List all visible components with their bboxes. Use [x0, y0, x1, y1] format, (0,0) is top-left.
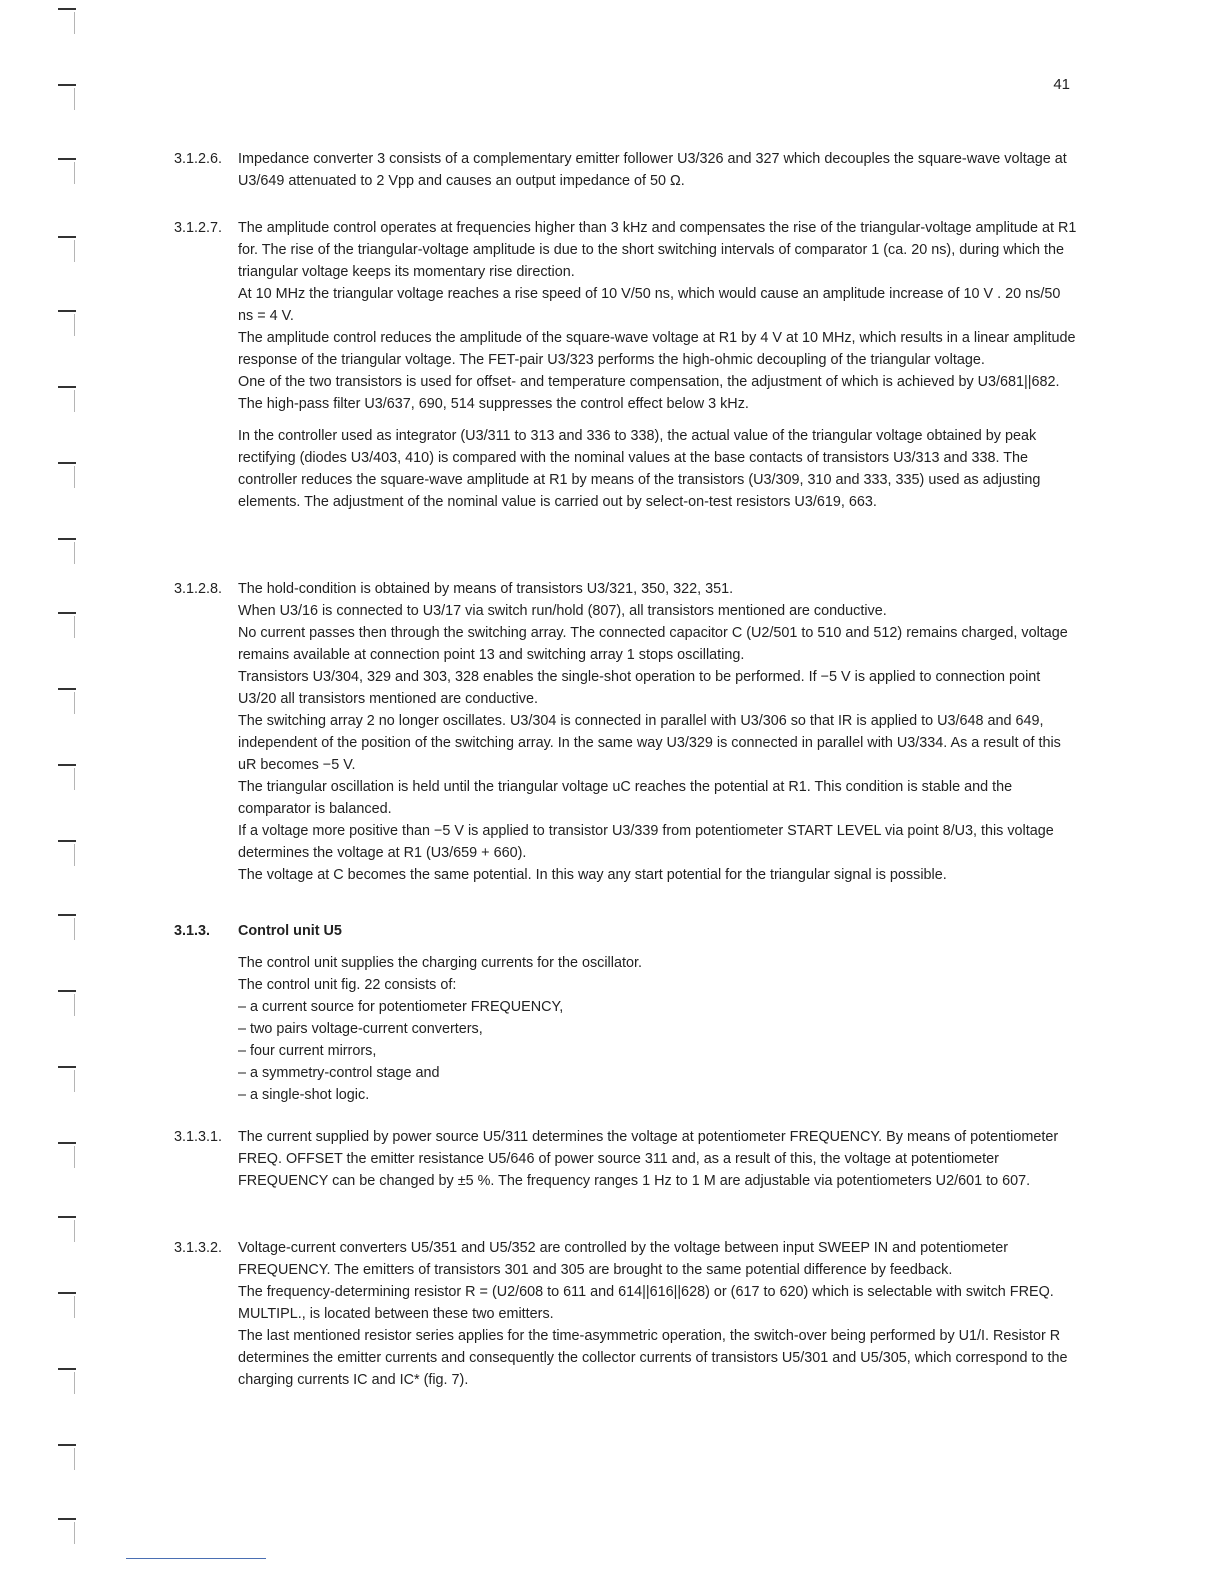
- list-item: – four current mirrors,: [238, 1043, 377, 1059]
- footnote-rule: [126, 1558, 266, 1559]
- section-3-1-3-1: [174, 1126, 1079, 1192]
- paragraph: Transistors U3/304, 329 and 303, 328 enables the single-shot operation to be performed. If −5 V is applied to connection point U3/20 all transistors mentioned are conductive.: [238, 669, 1041, 707]
- section-number: 3.1.2.6.: [174, 151, 223, 167]
- paragraph: The voltage at C becomes the same potential. In this way any start potential for the triangular signal is possible.: [238, 867, 947, 883]
- paragraph: The amplitude control operates at frequencies higher than 3 kHz and compensates the rise of the triangular-voltage amplitude at R1 for. The rise of the triangular-voltage amplitude is due to the short switching intervals of comparator 1 (ca. 20 ns), during which the triangular voltage keeps its momentary rise direction.: [238, 220, 1077, 280]
- section-3-1-3-2: [174, 1237, 1079, 1391]
- paragraph: The frequency-determining resistor R = (U2/608 to 611 and 614||616||628) or (617 to 620) which is selectable with switch FREQ. MULTIPL., is located between these two emitters.: [238, 1284, 1054, 1322]
- section-body: [238, 148, 1079, 192]
- paragraph: The hold-condition is obtained by means of transistors U3/321, 350, 322, 351.: [238, 581, 734, 597]
- paragraph: The current supplied by power source U5/311 determines the voltage at potentiometer FREQUENCY. By means of potentiometer FREQ. OFFSET the emitter resistance U5/646 of power source 311 and, as a result of this, the voltage at potentiometer FREQUENCY can be changed by ±5 %. The frequency ranges 1 Hz to 1 M are adjustable via potentiometers U2/601 to 607.: [238, 1129, 1059, 1189]
- paragraph: The triangular oscillation is held until the triangular voltage uC reaches the potential at R1. This condition is stable and the comparator is balanced.: [238, 779, 1013, 817]
- section-3-1-2-8: [174, 578, 1079, 886]
- paragraph: At 10 MHz the triangular voltage reaches a rise speed of 10 V/50 ns, which would cause an amplitude increase of 10 V . 20 ns/50 ns = 4 V.: [238, 286, 1061, 324]
- paragraph: Impedance converter 3 consists of a complementary emitter follower U3/326 and 327 which decouples the square-wave voltage at U3/649 attenuated to 2 Vpp and causes an output impedance of 50 Ω.: [238, 151, 1067, 189]
- section-number: 3.1.3.1.: [174, 1129, 223, 1145]
- paragraph: In the controller used as integrator (U3/311 to 313 and 336 to 338), the actual value of the triangular voltage obtained by peak rectifying (diodes U3/403, 410) is compared with the nominal values at the base contacts of transistors U3/313 and 338. The controller reduces the square-wave amplitude at R1 by means of the transistors (U3/309, 310 and 333, 335) used as adjusting elements. The adjustment of the nominal value is carried out by select-on-test resistors U3/619, 663.: [238, 428, 1041, 510]
- section-body: [238, 1237, 1079, 1391]
- section-3-1-3: [174, 920, 1079, 1106]
- paragraph: The last mentioned resistor series applies for the time-asymmetric operation, the switch-over being performed by U1/I. Resistor R determines the emitter currents and consequently the collector currents of transistors U5/301 and U5/305, which correspond to the charging currents IC and IC* (fig. 7).: [238, 1328, 1068, 1388]
- section-number: 3.1.3.: [174, 923, 211, 939]
- section-body: [238, 578, 1079, 886]
- paragraph: Voltage-current converters U5/351 and U5/352 are controlled by the voltage between input SWEEP IN and potentiometer FREQUENCY. The emitters of transistors 301 and 305 are brought to the same potential difference by feedback.: [238, 1240, 1009, 1278]
- paragraph: The switching array 2 no longer oscillates. U3/304 is connected in parallel with U3/306 so that IR is applied to U3/648 and 649, independent of the position of the switching array. In the same way U3/329 is connected in parallel with U3/334. As a result of this uR becomes −5 V.: [238, 713, 1061, 773]
- section-number: 3.1.2.7.: [174, 220, 223, 236]
- page-number: 41: [1053, 76, 1070, 93]
- paragraph: If a voltage more positive than −5 V is applied to transistor U3/339 from potentiometer START LEVEL via point 8/U3, this voltage determines the voltage at R1 (U3/659 + 660).: [238, 823, 1054, 861]
- section-body: [238, 217, 1079, 513]
- binding-marks: [30, 0, 90, 1584]
- section-body: [238, 920, 1079, 1106]
- paragraph: One of the two transistors is used for offset- and temperature compensation, the adjustment of which is achieved by U3/681||682. The high-pass filter U3/637, 690, 514 suppresses the control effect below 3 kHz.: [238, 374, 1060, 412]
- paragraph: No current passes then through the switching array. The connected capacitor C (U2/501 to 510 and 512) remains charged, voltage remains available at connection point 13 and switching array 1 stops oscillating.: [238, 625, 1068, 663]
- paragraph: The control unit supplies the charging currents for the oscillator.: [238, 955, 642, 971]
- list-item: – a current source for potentiometer FREQUENCY,: [238, 999, 564, 1015]
- list-item: – two pairs voltage-current converters,: [238, 1021, 483, 1037]
- section-number: 3.1.3.2.: [174, 1240, 223, 1256]
- paragraph: When U3/16 is connected to U3/17 via switch run/hold (807), all transistors mentioned are conductive.: [238, 603, 887, 619]
- section-heading: Control unit U5: [238, 923, 342, 939]
- list-item: – a symmetry-control stage and: [238, 1065, 440, 1081]
- section-3-1-2-6: [174, 148, 1079, 192]
- section-body: [238, 1126, 1079, 1192]
- section-3-1-2-7: [174, 217, 1079, 513]
- paragraph: The amplitude control reduces the amplitude of the square-wave voltage at R1 by 4 V at 10 MHz, which results in a linear amplitude response of the triangular voltage. The FET-pair U3/323 performs the high-ohmic decoupling of the triangular voltage.: [238, 330, 1076, 368]
- paragraph: The control unit fig. 22 consists of:: [238, 977, 457, 993]
- section-number: 3.1.2.8.: [174, 581, 223, 597]
- list-item: – a single-shot logic.: [238, 1087, 370, 1103]
